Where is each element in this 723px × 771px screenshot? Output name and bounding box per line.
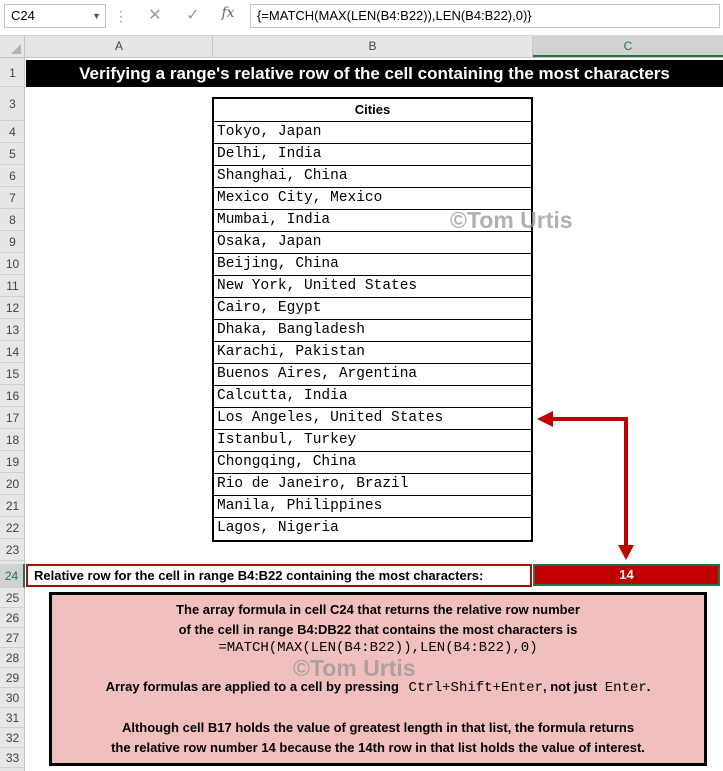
name-box-value: C24: [11, 8, 35, 23]
table-row[interactable]: Manila, Philippines: [214, 496, 531, 518]
table-row[interactable]: New York, United States: [214, 276, 531, 298]
explanation-line-4-mid: , not just: [542, 679, 598, 694]
row-header-8[interactable]: 8: [0, 209, 25, 231]
formula-bar: [0, 0, 723, 36]
arrow-head-down: [618, 545, 634, 560]
row-header-10[interactable]: 10: [0, 253, 25, 275]
row-header-11[interactable]: 11: [0, 275, 25, 297]
chevron-down-icon[interactable]: ▼: [92, 11, 101, 21]
explanation-line-6: the relative row number 14 because the 14th row in that list holds the value of interest.: [111, 740, 645, 755]
explanation-line-5: Although cell B17 holds the value of greatest length in that list, the formula returns: [121, 720, 635, 735]
explanation-line-4-pre: Array formulas are applied to a cell by pressing: [105, 679, 399, 694]
result-label-cell[interactable]: Relative row for the cell in range B4:B22 containing the most characters:: [26, 564, 532, 587]
row-header-16[interactable]: 16: [0, 385, 25, 407]
result-cell-c24[interactable]: 14: [533, 564, 720, 586]
row-header-22[interactable]: 22: [0, 517, 25, 539]
row-headers: [0, 58, 25, 771]
row-header-18[interactable]: 18: [0, 429, 25, 451]
row-header-1[interactable]: 1: [0, 60, 25, 87]
insert-function-icon[interactable]: fx: [221, 5, 235, 21]
key-combo-ctrl-shift-enter: Ctrl+Shift+Enter: [408, 680, 543, 696]
cancel-icon[interactable]: ✕: [148, 7, 162, 24]
table-row[interactable]: Delhi, India: [214, 144, 531, 166]
select-all-button[interactable]: [0, 36, 25, 57]
row-header-20[interactable]: 20: [0, 473, 25, 495]
table-row[interactable]: Los Angeles, United States: [214, 408, 531, 430]
table-row[interactable]: Cairo, Egypt: [214, 298, 531, 320]
check-icon[interactable]: ✓: [186, 7, 200, 24]
row-header-6[interactable]: 6: [0, 165, 25, 187]
row-header-31[interactable]: 31: [0, 708, 25, 728]
table-row[interactable]: Osaka, Japan: [214, 232, 531, 254]
cities-table: [212, 97, 533, 542]
sheet-title: Verifying a range's relative row of the cell containing the most characters: [26, 60, 723, 87]
table-header[interactable]: Cities: [214, 99, 531, 122]
row-header-21[interactable]: 21: [0, 495, 25, 517]
row-header-9[interactable]: 9: [0, 231, 25, 253]
key-enter: Enter: [604, 680, 647, 696]
row-header-14[interactable]: 14: [0, 341, 25, 363]
row-header-12[interactable]: 12: [0, 297, 25, 319]
table-row[interactable]: Tokyo, Japan: [214, 122, 531, 144]
name-box[interactable]: [4, 4, 106, 28]
explanation-line-2: of the cell in range B4:DB22 that contains the most characters is: [178, 622, 578, 637]
row-header-3[interactable]: 3: [0, 87, 25, 121]
table-row[interactable]: Karachi, Pakistan: [214, 342, 531, 364]
arrow-head-left: [537, 411, 553, 427]
row-header-27[interactable]: 27: [0, 628, 25, 648]
row-header-15[interactable]: 15: [0, 363, 25, 385]
drag-handle-icon[interactable]: ⋮: [114, 8, 127, 24]
row-header-30[interactable]: 30: [0, 688, 25, 708]
table-row[interactable]: Shanghai, China: [214, 166, 531, 188]
row-header-7[interactable]: 7: [0, 187, 25, 209]
table-row[interactable]: Calcutta, India: [214, 386, 531, 408]
explanation-formula: =MATCH(MAX(LEN(B4:B22)),LEN(B4:B22),0): [218, 640, 538, 656]
row-header-29[interactable]: 29: [0, 668, 25, 688]
row-header-32[interactable]: 32: [0, 728, 25, 748]
table-row[interactable]: Mumbai, India: [214, 210, 531, 232]
table-row[interactable]: Beijing, China: [214, 254, 531, 276]
row-header-24[interactable]: 24: [0, 564, 25, 588]
row-header-13[interactable]: 13: [0, 319, 25, 341]
row-header-23[interactable]: 23: [0, 539, 25, 561]
explanation-line-4-post: .: [646, 679, 651, 694]
column-header-b[interactable]: B: [213, 36, 533, 57]
watermark: ©Tom Urtis: [450, 207, 573, 233]
column-headers: [0, 36, 723, 58]
row-header-26[interactable]: 26: [0, 608, 25, 628]
explanation-line-1: The array formula in cell C24 that returns the relative row number: [176, 602, 580, 617]
watermark-2: ©Tom Urtis: [293, 655, 416, 681]
table-row[interactable]: Dhaka, Bangladesh: [214, 320, 531, 342]
column-header-a[interactable]: A: [26, 36, 213, 57]
row-header-4[interactable]: 4: [0, 121, 25, 143]
column-header-c[interactable]: C: [533, 36, 723, 57]
table-row[interactable]: Chongqing, China: [214, 452, 531, 474]
row-header-17[interactable]: 17: [0, 407, 25, 429]
table-row[interactable]: Istanbul, Turkey: [214, 430, 531, 452]
row-header-28[interactable]: 28: [0, 648, 25, 668]
table-row[interactable]: Buenos Aires, Argentina: [214, 364, 531, 386]
row-header-25[interactable]: 25: [0, 588, 25, 608]
formula-input[interactable]: {=MATCH(MAX(LEN(B4:B22)),LEN(B4:B22),0)}: [250, 4, 720, 28]
row-header-19[interactable]: 19: [0, 451, 25, 473]
table-row[interactable]: Rio de Janeiro, Brazil: [214, 474, 531, 496]
table-row[interactable]: Mexico City, Mexico: [214, 188, 531, 210]
row-header-33[interactable]: 33: [0, 748, 25, 768]
table-row[interactable]: Lagos, Nigeria: [217, 520, 339, 536]
row-header-5[interactable]: 5: [0, 143, 25, 165]
